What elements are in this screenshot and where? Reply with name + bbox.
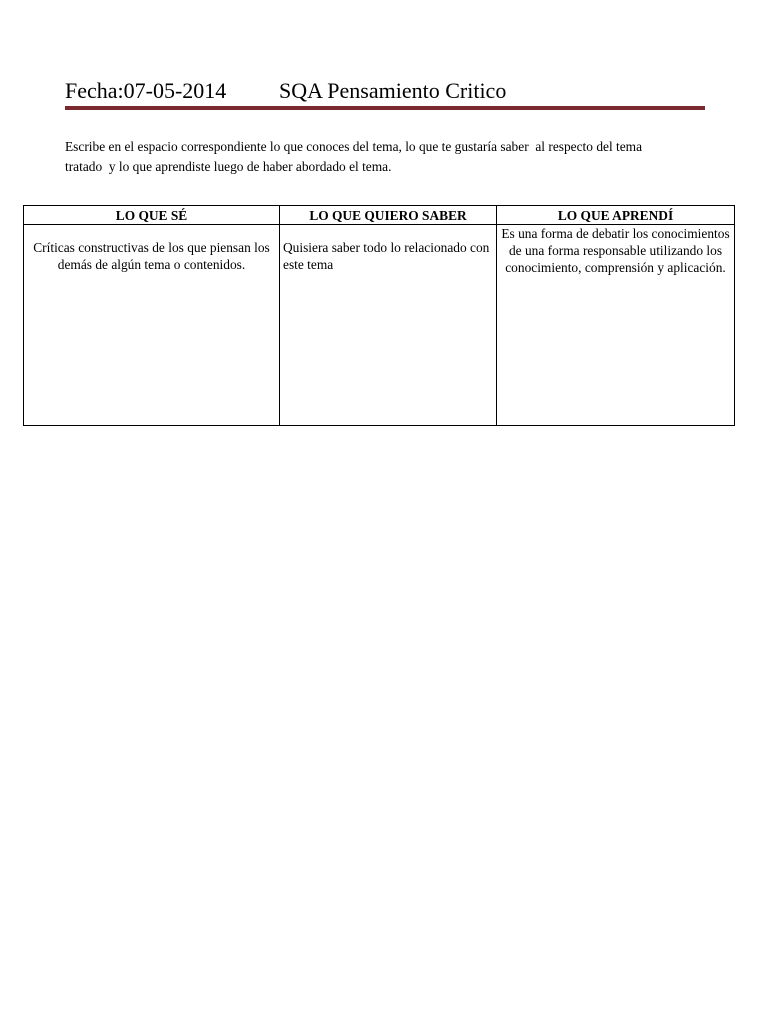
table-row <box>24 225 735 426</box>
header-lo-que-se: LO QUE SÉ <box>24 206 280 225</box>
header-lo-que-aprendi: LO QUE APRENDÍ <box>497 206 735 225</box>
table-header-row <box>24 206 735 225</box>
document-header <box>65 77 705 107</box>
header-lo-que-quiero-saber: LO QUE QUIERO SABER <box>280 206 497 225</box>
cell-lo-que-se: Críticas constructivas de los que piensan los demás de algún tema o contenidos. <box>24 225 280 426</box>
document-title: SQA Pensamiento Critico <box>279 78 507 103</box>
sqa-table <box>23 205 735 426</box>
cell-lo-que-aprendi: Es una forma de debatir los conocimientos de una forma responsable utilizando los conocimiento, comprensión y aplicación. <box>497 225 735 426</box>
instructions-text: Escribe en el espacio correspondiente lo que conoces del tema, lo que te gustaría saber al respecto del tema tratado y lo que aprendiste luego de haber abordado el tema. <box>65 139 643 174</box>
header-divider <box>65 106 705 110</box>
cell-lo-que-quiero-saber: Quisiera saber todo lo relacionado con este tema <box>280 225 497 426</box>
date-label: Fecha:07-05-2014 <box>65 78 227 103</box>
